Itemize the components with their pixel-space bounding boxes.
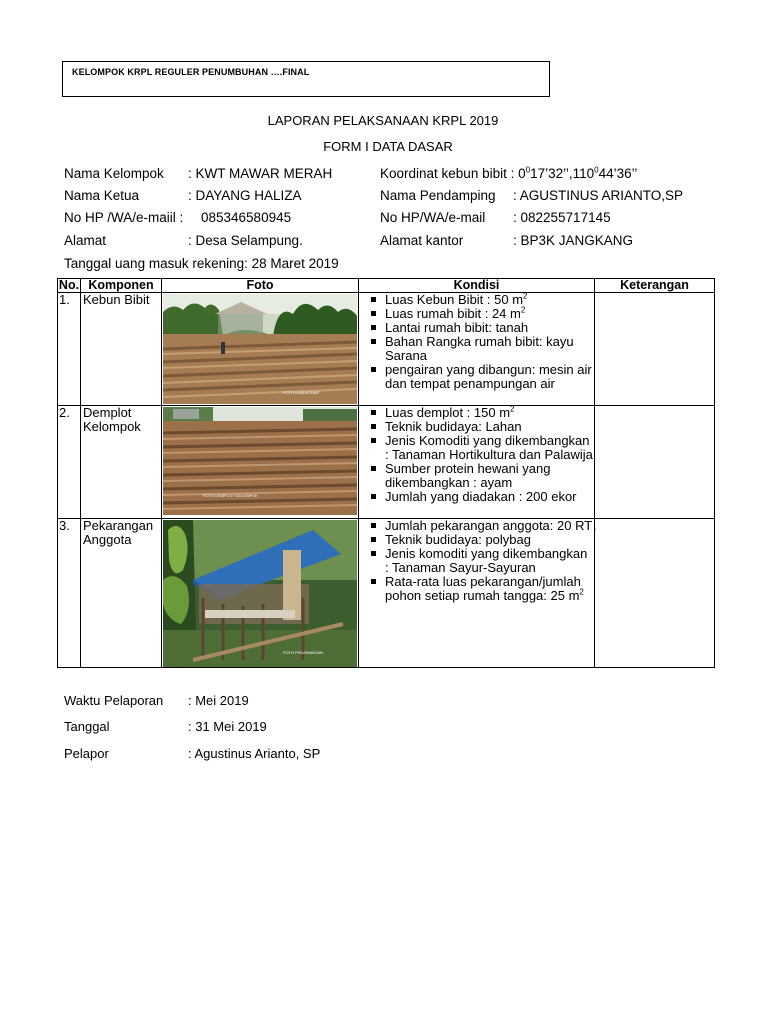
header-kondisi: Kondisi: [359, 279, 595, 293]
nama-kelompok-value: : KWT MAWAR MERAH: [188, 166, 333, 181]
row-keterangan: [595, 406, 715, 519]
nama-pendamping-value: : AGUSTINUS ARIANTO,SP: [513, 188, 684, 203]
row-kondisi: [359, 406, 595, 519]
row-komponen: Kebun Bibit: [81, 293, 162, 406]
koordinat-mid: 17’32’’,110: [530, 166, 595, 181]
nama-ketua-value: : DAYANG HALIZA: [188, 188, 302, 203]
kondisi-item: Jenis komoditi yang dikembangkan : Tanaman Sayur-Sayuran: [363, 547, 594, 575]
tanggal-rekening: Tanggal uang masuk rekening: 28 Maret 2019: [64, 256, 339, 271]
kondisi-item: Lantai rumah bibit: tanah: [363, 321, 594, 335]
degree-sup-1: 0: [525, 165, 531, 175]
header-keterangan: Keterangan: [595, 279, 715, 293]
kondisi-list: [363, 519, 594, 603]
kondisi-item: Luas rumah bibit : 24 $m^2$: [363, 307, 594, 321]
nama-kelompok-label: Nama Kelompok: [64, 166, 164, 181]
hp-label: No HP /WA/e-maiil :: [64, 210, 184, 225]
koordinat: [380, 166, 637, 181]
row-no: 2.: [58, 406, 81, 519]
svg-text:FOTO DEMPLOT KELOMPOK: FOTO DEMPLOT KELOMPOK: [203, 493, 258, 498]
koordinat-label: Koordinat kebun bibit : 0: [380, 166, 526, 181]
row-keterangan: [595, 293, 715, 406]
pelapor-label: Pelapor: [64, 746, 109, 761]
kondisi-item: Jumlah pekarangan anggota: 20 RT: [363, 519, 594, 533]
kondisi-item: Jumlah yang diadakan : 200 ekor: [363, 490, 594, 504]
demplot-photo: [163, 407, 357, 515]
header-foto: Foto: [162, 279, 359, 293]
kondisi-item: Teknik budidaya: Lahan: [363, 420, 594, 434]
row-foto: [162, 519, 359, 668]
kondisi-item: Bahan Rangka rumah bibit: kayu Sarana: [363, 335, 594, 363]
koordinat-end: 44’36’’: [598, 166, 638, 181]
waktu-label: Waktu Pelaporan: [64, 693, 164, 708]
form-title: FORM I DATA DASAR: [323, 139, 453, 154]
hp-value: 085346580945: [201, 210, 292, 225]
alamat-kantor-label: Alamat kantor: [380, 233, 464, 248]
tanggal-label: Tanggal: [64, 719, 110, 734]
row-no: 1.: [58, 293, 81, 406]
pelapor-value: : Agustinus Arianto, SP: [188, 746, 321, 761]
row-kondisi: [359, 519, 595, 668]
data-table: [57, 278, 715, 668]
alamat-value: : Desa Selampung.: [188, 233, 303, 248]
kondisi-item: Teknik budidaya: polybag: [363, 533, 594, 547]
kondisi-item: pengairan yang dibangun: mesin air dan tempat penampungan air: [363, 363, 594, 391]
alamat-label: Alamat: [64, 233, 107, 248]
row-komponen: Pekarangan Anggota: [81, 519, 162, 668]
tanggal-value: : 31 Mei 2019: [188, 719, 267, 734]
table-row: [58, 293, 715, 406]
row-foto: [162, 406, 359, 519]
kondisi-item: Luas demplot : 150 $m^2$: [363, 406, 594, 420]
report-title: LAPORAN PELAKSANAAN KRPL 2019: [267, 113, 499, 128]
row-no: 3.: [58, 519, 81, 668]
kondisi-item: Rata-rata luas pekarangan/jumlah pohon setiap rumah tangga: 25 $m^2$: [363, 575, 594, 603]
hp2-value: : 082255717145: [513, 210, 611, 225]
group-label: KELOMPOK KRPL REGULER PENUMBUHAN ….FINAL: [72, 67, 310, 77]
kebun-bibit-photo: [163, 294, 357, 404]
waktu-value: : Mei 2019: [188, 693, 249, 708]
table-row: [58, 406, 715, 519]
row-kondisi: [359, 293, 595, 406]
kondisi-item: Luas Kebun Bibit : 50 $m^2$: [363, 293, 594, 307]
alamat-kantor-value: : BP3K JANGKANG: [513, 233, 634, 248]
svg-text:FOTO PEKARANGAN: FOTO PEKARANGAN: [283, 650, 323, 655]
hp2-label: No HP/WA/e-mail: [380, 210, 486, 225]
nama-pendamping-label: Nama Pendamping: [380, 188, 496, 203]
header-no: No.: [58, 278, 80, 292]
svg-text:FOTO KEBUN BIBIT: FOTO KEBUN BIBIT: [283, 390, 321, 395]
kondisi-item: Sumber protein hewani yang dikembangkan : ayam: [363, 462, 594, 490]
row-keterangan: [595, 519, 715, 668]
header-komponen: Komponen: [81, 279, 162, 293]
kondisi-list: [363, 406, 594, 504]
row-foto: [162, 293, 359, 406]
nama-ketua-label: Nama Ketua: [64, 188, 140, 203]
table-header-row: [58, 279, 715, 293]
degree-sup-2: 0: [594, 165, 599, 175]
table-row: [58, 519, 715, 668]
kondisi-list: [363, 293, 594, 391]
keterangan-dot: .: [593, 518, 597, 533]
pekarangan-photo: [163, 520, 357, 667]
row-komponen: Demplot Kelompok: [81, 406, 162, 519]
kondisi-item: Jenis Komoditi yang dikembangkan : Tanaman Hortikultura dan Palawija: [363, 434, 594, 462]
